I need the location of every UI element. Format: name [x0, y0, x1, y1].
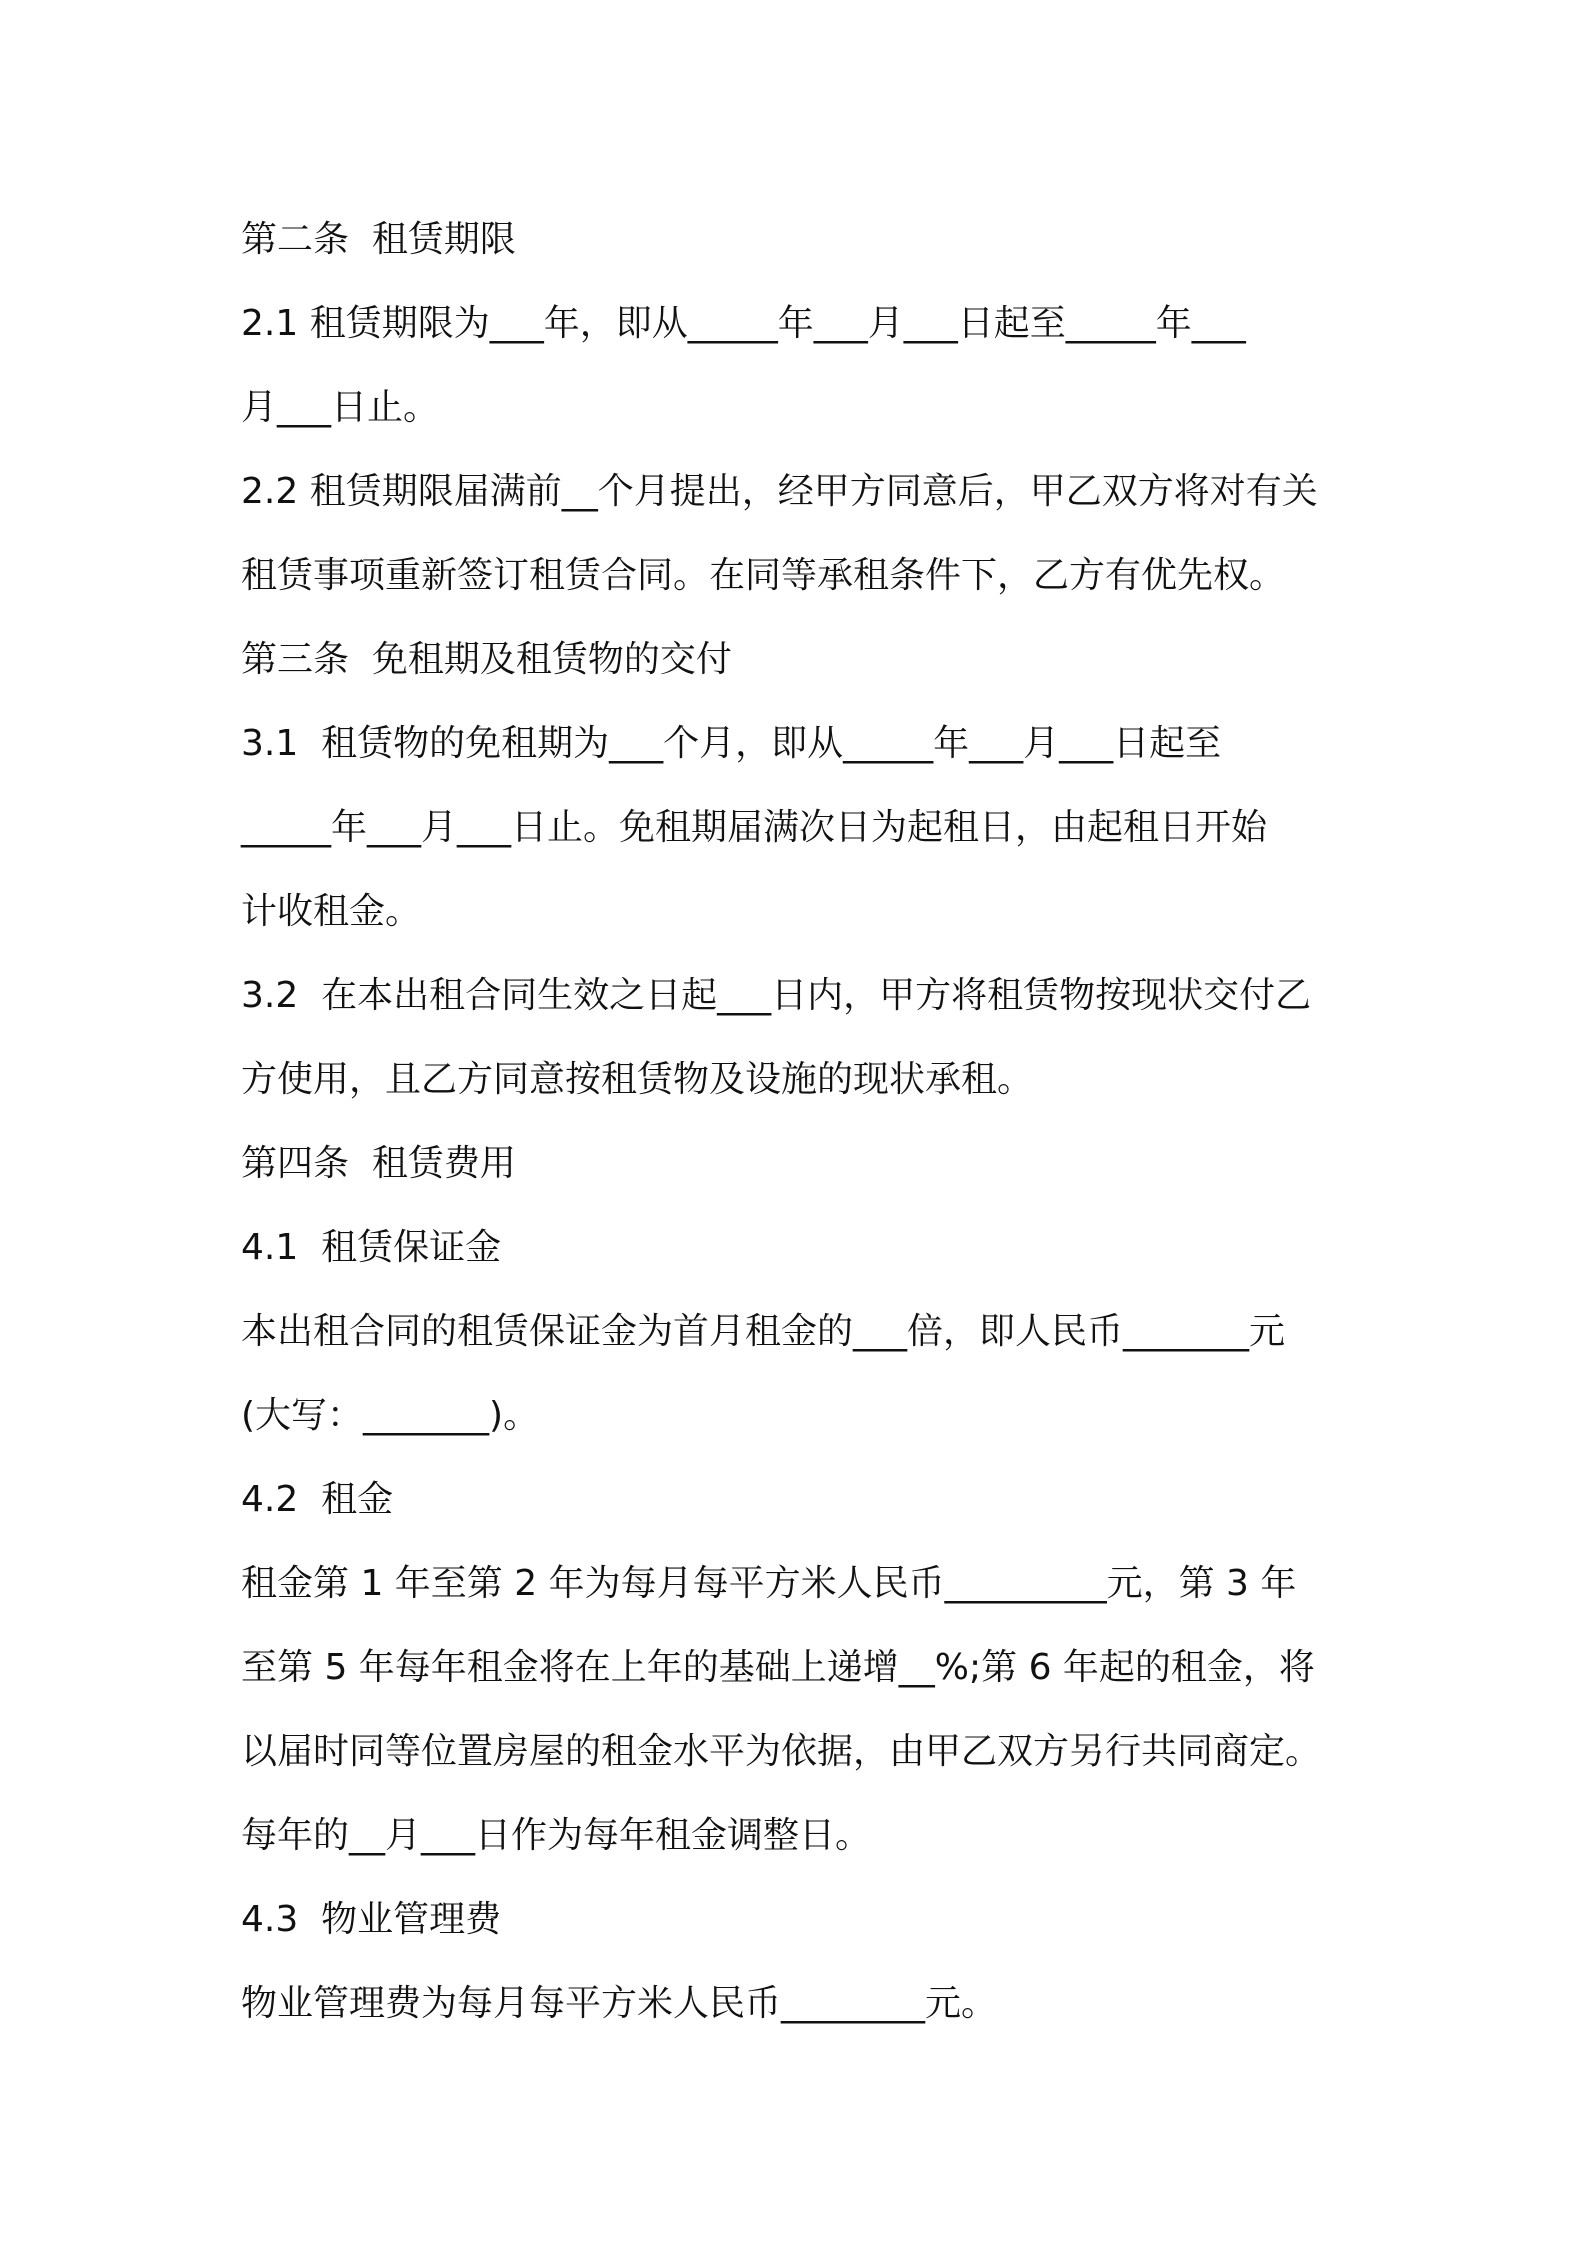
- clause-4-2-line-1: 租金第 1 年至第 2 年为每月每平方米人民币_________元，第 3 年: [241, 1563, 1297, 1604]
- clause-3-1-line-3: 计收租金。: [241, 891, 422, 932]
- clause-2-1-line-2: 月___日止。: [241, 387, 440, 428]
- clause-2-2-line-1: 2.2 租赁期限届满前__个月提出，经甲方同意后，甲乙双方将对有关: [241, 471, 1318, 512]
- article-2-heading: 第二条 租赁期限: [241, 219, 516, 260]
- clause-3-2-line-2: 方使用，且乙方同意按租赁物及设施的现状承租。: [241, 1059, 1034, 1100]
- clause-4-2-line-3: 以届时同等位置房屋的租金水平为依据，由甲乙双方另行共同商定。: [241, 1731, 1322, 1772]
- clause-4-3-heading: 4.3 物业管理费: [241, 1899, 502, 1940]
- clause-3-1-line-2: _____年___月___日止。免租期届满次日为起租日，由起租日开始: [241, 807, 1268, 848]
- article-3-heading: 第三条 免租期及租赁物的交付: [241, 639, 732, 680]
- clause-4-2-line-2: 至第 5 年每年租金将在上年的基础上递增__%;第 6 年起的租金，将: [241, 1647, 1315, 1688]
- clause-4-1-heading: 4.1 租赁保证金: [241, 1227, 502, 1268]
- clause-2-1-line-1: 2.1 租赁期限为___年，即从_____年___月___日起至_____年___: [241, 303, 1246, 344]
- clause-4-3-line-1: 物业管理费为每月每平方米人民币________元。: [241, 1983, 998, 2024]
- article-4-heading: 第四条 租赁费用: [241, 1143, 516, 1184]
- clause-3-1-line-1: 3.1 租赁物的免租期为___个月，即从_____年___月___日起至: [241, 723, 1222, 764]
- clause-4-1-line-1: 本出租合同的租赁保证金为首月租金的___倍，即人民币_______元: [241, 1311, 1286, 1352]
- clause-3-2-line-1: 3.2 在本出租合同生效之日起___日内，甲方将租赁物按现状交付乙: [241, 975, 1312, 1016]
- contract-body: [241, 198, 1361, 2046]
- clause-4-2-heading: 4.2 租金: [241, 1479, 394, 1520]
- clause-4-2-line-4: 每年的__月___日作为每年租金调整日。: [241, 1815, 872, 1856]
- clause-4-1-line-2: (大写：_______)。: [241, 1395, 540, 1436]
- clause-2-2-line-2: 租赁事项重新签订租赁合同。在同等承租条件下，乙方有优先权。: [241, 555, 1286, 596]
